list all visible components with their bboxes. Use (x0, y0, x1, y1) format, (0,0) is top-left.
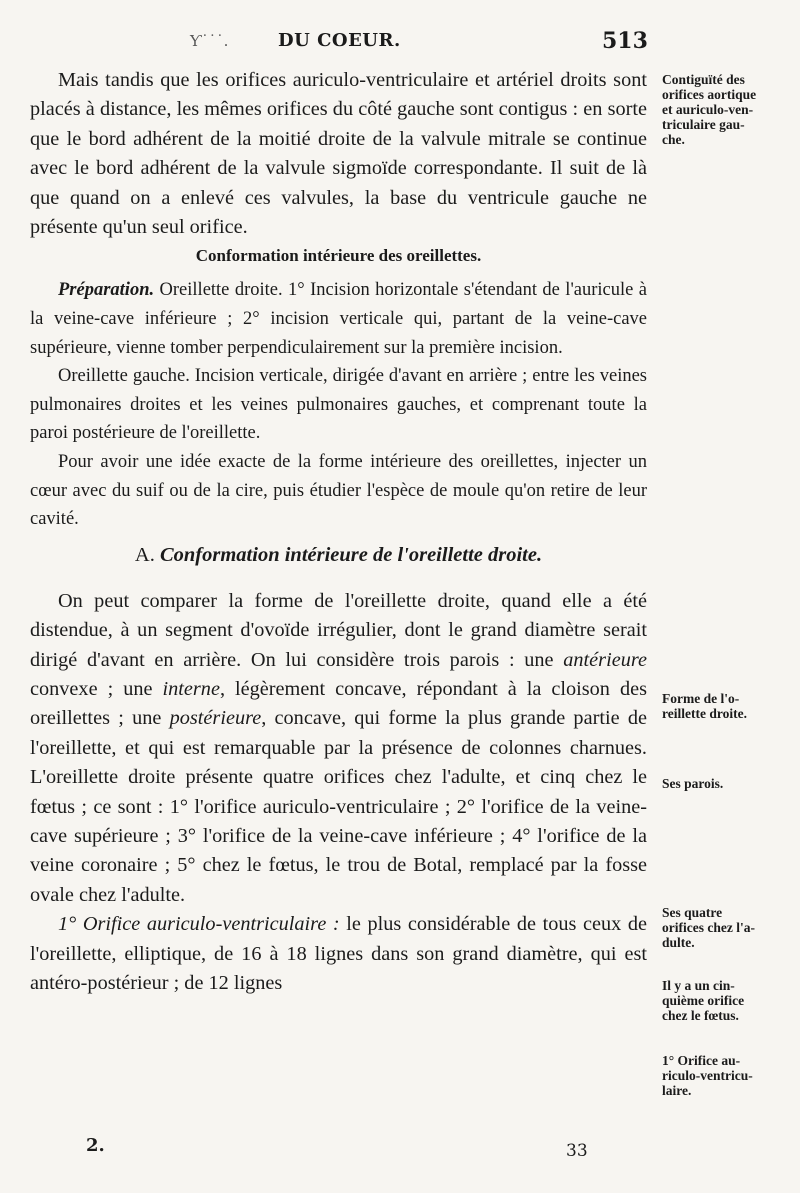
margin-note-cinquieme (662, 978, 794, 1023)
margin-note-forme (662, 691, 794, 721)
preparation-idee: Pour avoir une idée exacte de la forme intérieure des oreillettes, injecter un cœur avec du suif ou de la cire, puis étudier l'espèce de moule qu'on retire de leur cavité. (30, 452, 647, 530)
margin-line: triculaire gau- (662, 117, 745, 132)
margin-line: orifices aortique (662, 87, 757, 102)
margin-note-contiguite (662, 72, 794, 147)
margin-note-quatre-orifices (662, 905, 794, 950)
margin-line: chez le fœtus. (662, 1008, 739, 1023)
forme-text-b: convexe ; une (30, 678, 163, 700)
section-letter: A. (134, 543, 155, 566)
orifice-label: 1° Orifice auriculo-ventriculaire : (58, 913, 340, 936)
forme-text-d: , concave, qui forme la plus grande partie de l'oreillette, et qui est remarquable par la présence de colonnes charnues. L'oreillette droite présente quatre orifices chez l'adulte, et cinq chez le fœtus ; ce sont : 1° l'orifice auriculo-ventriculaire ; 2° l'orifice de la veine-cave supérieure ; 3° l'orifice de la veine-cave inférieure ; 4° l'orifice de la veine coronaire ; 5° chez le fœtus, le trou de Botal, remplacé par la fosse ovale chez l'adulte. (30, 707, 647, 906)
margin-line: Contiguïté des (662, 72, 745, 87)
preparation-droite (30, 276, 647, 362)
page-number: 513 (602, 28, 648, 54)
preparation-droite-text: Oreillette droite. 1° Incision horizontale s'étendant de l'auricule à la veine-cave inférieure ; 2° incision verticale qui, partant de la veine-cave supérieure, vienne tomber perpendiculairement sur la première incision. (30, 280, 647, 358)
paragraph-contiguite: Mais tandis que les orifices auriculo-ventriculaire et artériel droits sont placés à distance, les mêmes orifices du côté gauche sont contigus : en sorte que le bord adhérent de la moitié droite de la valvule mitrale se continue avec le bord adhérent de la valvule sigmoïde correspondante. Il suit de là que quand on a enlevé ces valvules, la base du ventricule gauche ne présente qu'un seul orifice. (30, 69, 647, 239)
heading-oreillettes: Conformation intérieure des oreillettes. (195, 246, 482, 266)
margin-line: Forme de l'o- (662, 691, 740, 706)
page-footer (0, 1135, 800, 1165)
margin-line: Il y a un cin- (662, 978, 735, 993)
term-anterieure: antérieure (563, 648, 647, 671)
margin-line: che. (662, 132, 685, 147)
paragraph-forme (30, 587, 647, 910)
header-ornament: Ƴ˙˙˙. (190, 32, 229, 50)
margin-line: quième orifice (662, 993, 745, 1008)
margin-line: reillette droite. (662, 706, 747, 721)
preparation-block (30, 276, 647, 533)
margin-note-orifice-av (662, 1053, 794, 1098)
margin-line: et auriculo-ven- (662, 102, 754, 117)
section-title: Conformation intérieure de l'oreillette droite. (159, 543, 543, 566)
margin-line: Ses parois. (662, 776, 724, 791)
margin-line: laire. (662, 1083, 692, 1098)
forme-text-a: On peut comparer la forme de l'oreillette droite, quand elle a été distendue, à un segment d'ovoïde irrégulier, dont le grand diamètre serait dirigé d'avant en arrière. On lui considère trois parois : une (30, 589, 647, 671)
margin-line: riculo-ventricu- (662, 1068, 753, 1083)
forme-text-c: , légèrement concave, répondant à la cloison des oreillettes ; une (30, 678, 647, 730)
running-title: DU COEUR. (278, 30, 401, 51)
margin-line: Ses quatre (662, 905, 723, 920)
sheet-number: 33 (566, 1141, 588, 1161)
main-text (30, 66, 647, 998)
term-posterieure: postérieure (169, 707, 262, 730)
margin-line: dulte. (662, 935, 695, 950)
margin-note-parois (662, 776, 794, 791)
orifice-text: le plus considérable de tous ceux de l'oreillette, elliptique, de 16 à 18 lignes dans son grand diamètre, qui est antéro-postérieur ; de 12 lignes (30, 913, 647, 995)
signature-mark: 2. (86, 1135, 105, 1156)
page-header (0, 30, 800, 60)
section-heading (30, 544, 647, 567)
preparation-gauche: Oreillette gauche. Incision verticale, dirigée d'avant en arrière ; entre les veines pulmonaires droites et les veines pulmonaires gauches, et comprenant toute la paroi postérieure de l'oreillette. (30, 366, 647, 444)
margin-line: orifices chez l'a- (662, 920, 755, 935)
margin-line: 1° Orifice au- (662, 1053, 741, 1068)
preparation-label: Préparation. (58, 280, 155, 301)
paragraph-orifice (30, 910, 647, 998)
term-interne: interne (162, 678, 220, 700)
